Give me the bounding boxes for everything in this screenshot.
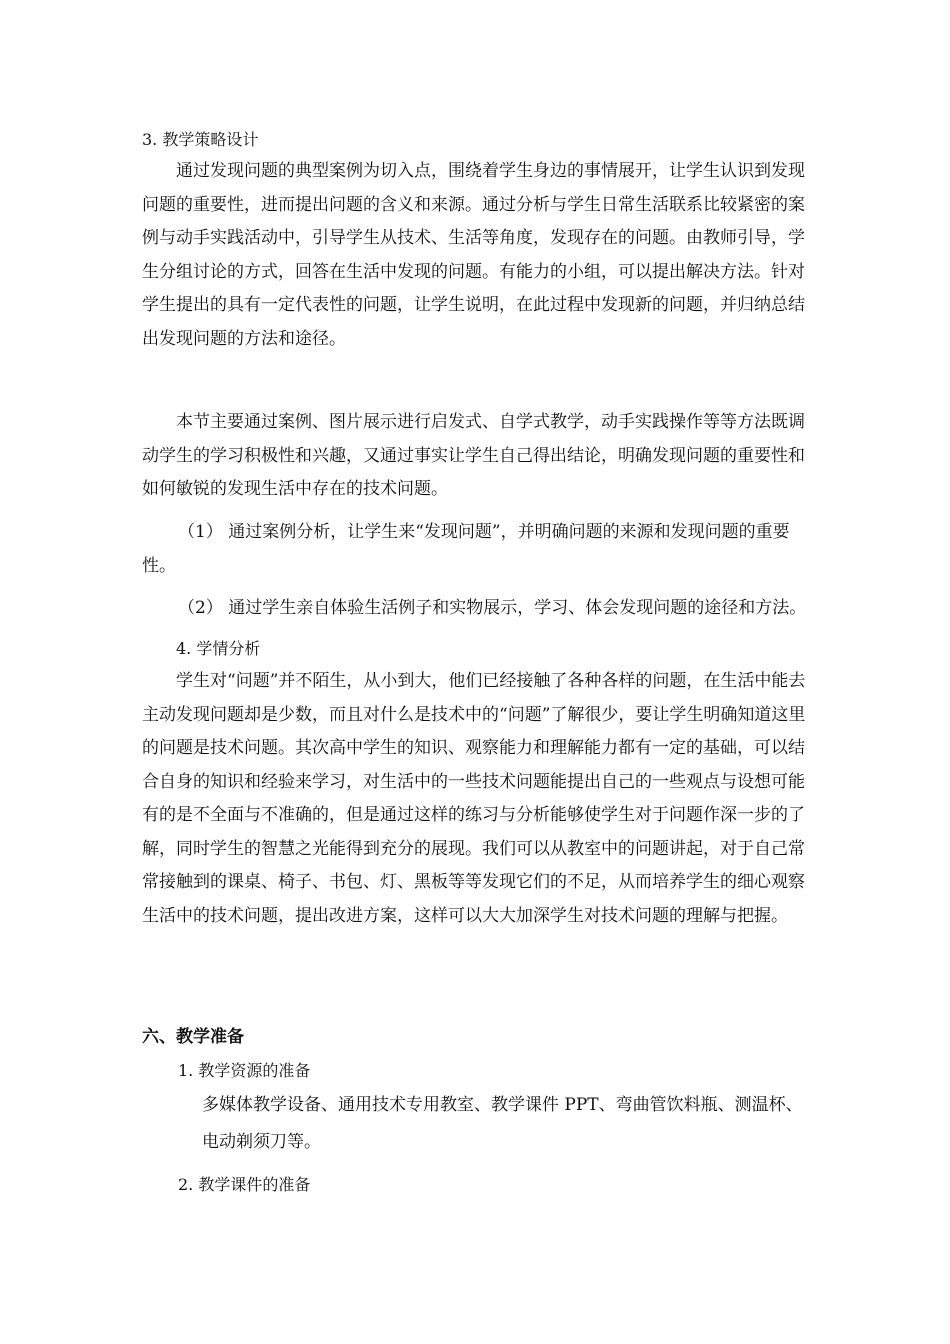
resources-heading: 1. 教学资源的准备 <box>178 1061 311 1080</box>
courseware-heading: 2. 教学课件的准备 <box>178 1175 311 1194</box>
resources-text: 多媒体教学设备、通用技术专用教室、教学课件 PPT、弯曲管饮料瓶、测温杯、电动剃须刀等。 <box>202 1095 803 1152</box>
strategy-heading: 3. 教学策略设计 <box>142 130 259 149</box>
learning-paragraph: 学生对“问题”并不陌生，从小到大，他们已经接触了各种各样的问题，在生活中能去主动发现问题却是少数，而且对什么是技术中的“问题”了解很少，要让学生明确知道这里的问题是技术问题。其次高中学生的知识、观察能力和理解能力都有一定的基础，可以结合自身的知识和经验来学习，对生活中的一些技术问题能提出自己的一些观点与设想可能有的是不全面与不准确的，但是通过这样的练习与分析能够使学生对于问题作深一步的了解，同时学生的智慧之光能得到充分的展现。我们可以从教室中的问题讲起，对于自己常常接触到的课桌、椅子、书包、灯、黑板等等发现它们的不足，从而培养学生的细心观察生活中的技术问题，提出改进方案，这样可以大大加深学生对技术问题的理解与把握。 <box>142 671 806 926</box>
learning-heading: 4. 学情分析 <box>176 639 261 658</box>
strategy-paragraph-1: 通过发现问题的典型案例为切入点，围绕着学生身边的事情展开，让学生认识到发现问题的重要性，进而提出问题的含义和来源。通过分析与学生日常生活联系比较紧密的案例与动手实践活动中，引导学生从技术、生活等角度，发现存在的问题。由教师引导，学生分组讨论的方式，回答在生活中发现的问题。有能力的小组，可以提出解决方法。针对学生提出的具有一定代表性的问题，让学生说明，在此过程中发现新的问题，并归纳总结出发现问题的方法和途径。 <box>142 161 805 349</box>
section-6-title: 六、教学准备 <box>142 1027 244 1047</box>
strategy-item-2: （2） 通过学生亲自体验生活例子和实物展示，学习、体会发现问题的途径和方法。 <box>178 598 807 618</box>
strategy-item-1: （1） 通过案例分析，让学生来“发现问题”，并明确问题的来源和发现问题的重要性。 <box>142 522 790 576</box>
strategy-paragraph-2: 本节主要通过案例、图片展示进行启发式、自学式教学，动手实践操作等等方法既调动学生的学习积极性和兴趣，又通过事实让学生自己得出结论，明确发现问题的重要性和如何敏锐的发现生活中存在的技术问题。 <box>142 412 805 499</box>
